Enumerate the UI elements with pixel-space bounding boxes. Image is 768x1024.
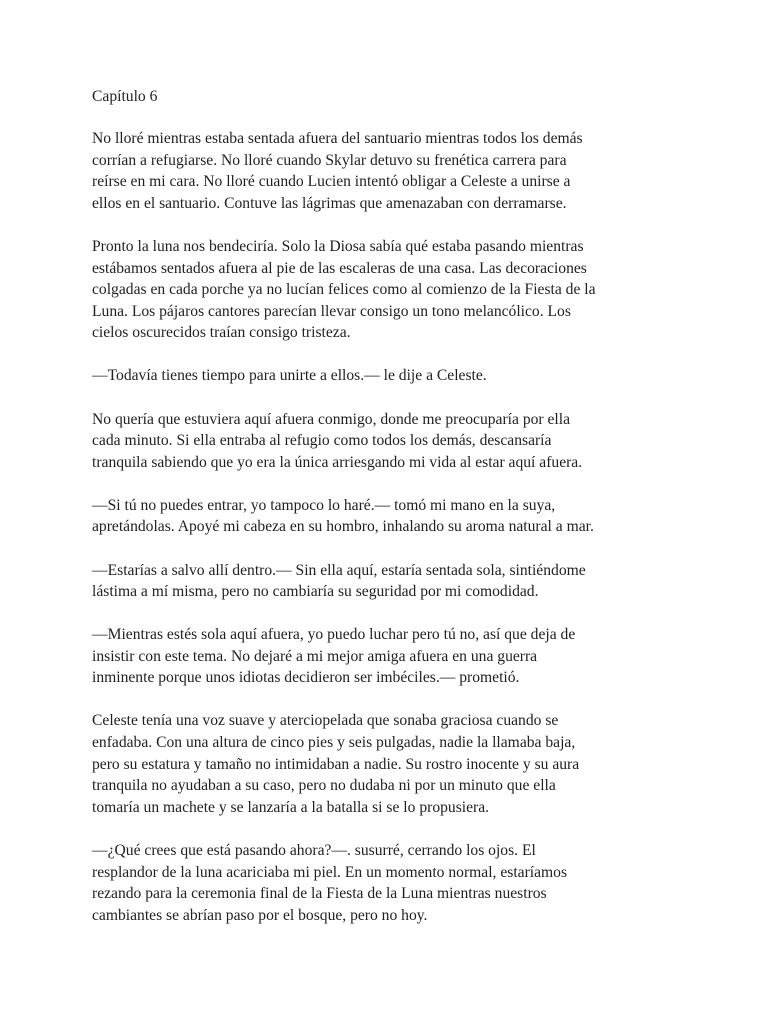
text-line: —¿Qué crees que está pasando ahora?—. susurré, cerrando los ojos. El <box>92 841 536 859</box>
text-line: Luna. Los pájaros cantores parecían llevar consigo un tono melancólico. Los <box>92 302 571 320</box>
paragraph-3 <box>92 365 682 387</box>
text-line: pero su estatura y tamaño no intimidaban a nadie. Su rostro inocente y su aura <box>92 755 580 773</box>
text-line: —Mientras estés sola aquí afuera, yo puedo luchar pero tú no, así que deja de <box>92 626 576 644</box>
text-line: colgadas en cada porche ya no lucían felices como al comienzo de la Fiesta de la <box>92 281 596 299</box>
text-line: —Estarías a salvo allí dentro.— Sin ella aquí, estaría sentada sola, sintiéndome <box>92 561 586 579</box>
paragraph-9 <box>92 840 682 926</box>
text-line: No quería que estuviera aquí afuera conmigo, donde me preocuparía por ella <box>92 410 571 428</box>
text-line: lástima a mí misma, pero no cambiaría su seguridad por mi comodidad. <box>92 583 539 601</box>
chapter-title: Capítulo 6 <box>92 88 158 105</box>
text-line: resplandor de la luna acariciaba mi piel. En un momento normal, estaríamos <box>92 863 568 881</box>
paragraph-7 <box>92 624 682 689</box>
document-body <box>92 86 682 948</box>
text-line: insistir con este tema. No dejaré a mi mejor amiga afuera en una guerra <box>92 647 538 665</box>
text-line: rezando para la ceremonia final de la Fiesta de la Luna mientras nuestros <box>92 885 547 903</box>
text-line: cada minuto. Si ella entraba al refugio como todos los demás, descansaría <box>92 432 552 450</box>
text-line: inminente porque unos idiotas decidieron ser imbéciles.— prometió. <box>92 669 520 687</box>
text-line: —Todavía tienes tiempo para unirte a ellos.— le dije a Celeste. <box>92 367 487 385</box>
text-line: No lloré mientras estaba sentada afuera del santuario mientras todos los demás <box>92 130 583 148</box>
paragraph-8 <box>92 710 682 818</box>
text-line: Pronto la luna nos bendeciría. Solo la Diosa sabía qué estaba pasando mientras <box>92 237 584 255</box>
text-line: estábamos sentados afuera al pie de las escaleras de una casa. Las decoraciones <box>92 259 587 277</box>
paragraph-5 <box>92 495 682 538</box>
paragraph-6 <box>92 560 682 603</box>
text-line: tomaría un machete y se lanzaría a la batalla si se lo propusiera. <box>92 798 490 816</box>
text-line: enfadaba. Con una altura de cinco pies y seis pulgadas, nadie la llamaba baja, <box>92 734 576 752</box>
paragraph-4 <box>92 409 682 474</box>
paragraph-2 <box>92 236 682 344</box>
text-line: apretándolas. Apoyé mi cabeza en su hombro, inhalando su aroma natural a mar. <box>92 518 594 536</box>
text-line: cielos oscurecidos traían consigo tristeza. <box>92 324 351 342</box>
text-line: reírse en mi cara. No lloré cuando Lucien intentó obligar a Celeste a unirse a <box>92 173 571 191</box>
paragraph-1 <box>92 128 682 214</box>
text-line: tranquila sabiendo que yo era la única arriesgando mi vida al estar aquí afuera. <box>92 453 583 471</box>
text-line: Celeste tenía una voz suave y aterciopelada que sonaba graciosa cuando se <box>92 712 559 730</box>
text-line: cambiantes se abrían paso por el bosque, pero no hoy. <box>92 906 428 924</box>
text-line: tranquila no ayudaban a su caso, pero no dudaba ni por un minuto que ella <box>92 777 556 795</box>
text-line: —Si tú no puedes entrar, yo tampoco lo haré.— tomó mi mano en la suya, <box>92 496 556 514</box>
text-line: corrían a refugiarse. No lloré cuando Skylar detuvo su frenética carrera para <box>92 151 567 169</box>
text-line: ellos en el santuario. Contuve las lágrimas que amenazaban con derramarse. <box>92 194 567 212</box>
